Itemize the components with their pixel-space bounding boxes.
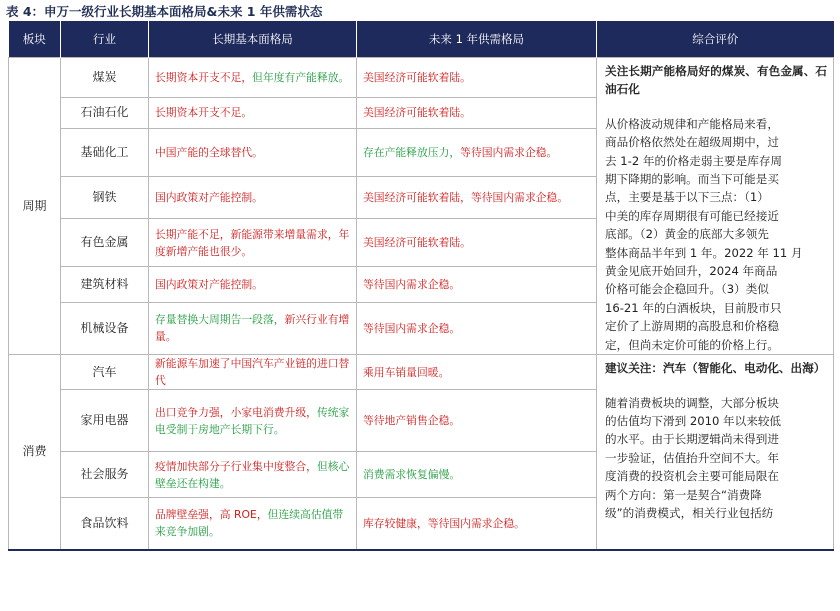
comment-consumption-title: 建议关注：汽车（智能化、电动化、出海） [605,361,826,376]
comment-line: 商品价格依然处在超级周期中，过 [605,135,779,150]
block-consumption: 消费 [9,355,61,550]
text-segment: 库存较健康，等待国内需求企稳。 [363,516,525,530]
next-year-cell [357,267,597,303]
text-segment: 国内政策对产能控制。 [155,191,263,205]
comment-line: 级”的消费模式，相关行业包括纺 [605,505,774,520]
next-year-cell [357,177,597,219]
text-segment: 新兴行业有增量。 [155,313,350,344]
industry-name: 汽车 [61,355,149,390]
comment-line: 整体商品半年到 1 年。2022 年 11 月 [605,245,803,260]
next-year-cell [357,97,597,128]
long-term-cell [149,390,357,452]
next-year-cell [357,129,597,177]
next-year-cell [357,452,597,498]
text-segment: 出口竞争力强，小家电消费升级， [155,405,317,419]
text-segment: 传统家电受制于房地产长期下行。 [155,405,350,436]
industry-name: 煤炭 [61,58,149,98]
next-year-cell [357,355,597,390]
comment-consumption-body [605,394,827,523]
text-segment: 美国经济可能软着陆。 [363,106,471,120]
text-segment: 等待国内需求企稳。 [363,277,461,291]
table-caption: 表 4：申万一级行业长期基本面格局&未来 1 年供需状态 [6,4,323,19]
table-row [9,355,834,390]
next-year-cell [357,219,597,267]
industry-name: 建筑材料 [61,267,149,303]
header-next-year: 未来 1 年供需格局 [357,21,597,58]
long-term-cell [149,58,357,98]
text-segment: 中国产能的全球替代。 [155,146,263,160]
text-segment: 品牌壁垒强，高 ROE， [155,508,268,522]
industry-table [8,21,834,551]
next-year-cell [357,58,597,98]
text-segment: 但年度有产能释放。 [252,70,350,84]
text-segment: 等待地产销售企稳。 [363,414,461,428]
text-segment: 但连续高估值带来竞争加剧。 [155,508,344,539]
industry-name: 有色金属 [61,219,149,267]
header-long-term: 长期基本面格局 [149,21,357,58]
comment-line: 黄金见底开始回升，2024 年商品 [605,264,778,279]
comment-line: 两个方向：第一是契合“消费降 [605,487,762,502]
industry-name: 钢铁 [61,177,149,219]
text-segment: 消费需求恢复偏慢。 [363,468,461,482]
comment-line: 定，但尚未定价可能的价格上行。 [605,337,779,352]
industry-name: 机械设备 [61,302,149,354]
industry-name: 基础化工 [61,129,149,177]
long-term-cell [149,452,357,498]
long-term-cell [149,355,357,390]
header-block: 板块 [9,21,61,58]
comment-line: 价格可能会企稳回升。（3）类似 [605,282,769,297]
comment-line: 点，主要是基于以下三点：（1） [605,190,769,205]
comment-line: 的估值均下滑到 2010 年以来较低 [605,413,782,428]
text-segment: 国内政策对产能控制。 [155,277,263,291]
long-term-cell [149,129,357,177]
comment-line: 从价格波动规律和产能格局来看， [605,116,779,131]
comment-line: 16-21 年的白酒板块，目前股市只 [605,300,782,315]
block-cycle: 周期 [9,58,61,355]
industry-name: 食品饮料 [61,498,149,550]
long-term-cell [149,177,357,219]
comment-line: 中美的库存周期很有可能已经接近 [605,208,779,223]
text-segment: 等待国内需求企稳。 [460,146,558,160]
comment-line: 随着消费板块的调整，大部分板块 [605,395,779,410]
long-term-cell [149,97,357,128]
comment-consumption [597,355,834,550]
long-term-cell [149,498,357,550]
text-segment: 等待国内需求企稳。 [363,321,461,335]
text-segment: 长期产能不足，新能源带来增量需求，年度新增产能也很少。 [155,227,350,258]
text-segment: 新能源车加速了中国汽车产业链的进口替代 [155,357,350,388]
text-segment: 存量替换大周期告一段落， [155,313,285,327]
industry-name: 石油石化 [61,97,149,128]
comment-line: 度消费的投资机会主要可能局限在 [605,469,779,484]
header-industry: 行业 [61,21,149,58]
text-segment: 美国经济可能软着陆，等待国内需求企稳。 [363,191,569,205]
text-segment: 美国经济可能软着陆。 [363,236,471,250]
comment-cycle [597,58,834,355]
comment-line: 去 1-2 年的价格走弱主要是库存周 [605,153,783,168]
long-term-cell [149,267,357,303]
text-segment: 美国经济可能软着陆。 [363,70,471,84]
next-year-cell [357,498,597,550]
comment-cycle-title: 关注长期产能格局好的煤炭、有色金属、石油石化 [605,64,827,97]
header-comment: 综合评价 [597,21,834,58]
comment-line: 期下降期的影响。而当下可能是买 [605,172,779,187]
industry-name: 家用电器 [61,390,149,452]
text-segment: 长期资本开支不足。 [155,106,253,120]
header-row [9,21,834,58]
next-year-cell [357,390,597,452]
comment-line: 的水平。由于长期逻辑尚未得到进 [605,432,779,447]
text-segment: 疫情加快部分子行业集中度整合， [155,459,317,473]
text-segment: 长期资本开支不足， [155,70,253,84]
text-segment: 但核心壁垒还在构建。 [155,459,350,490]
comment-cycle-body [605,115,827,354]
comment-line: 底部。（2）黄金的底部大多领先 [605,227,769,242]
comment-line: 一步验证，估值抬升空间不大。年 [605,450,779,465]
industry-name: 社会服务 [61,452,149,498]
text-segment: 存在产能释放压力， [363,146,461,160]
next-year-cell [357,302,597,354]
text-segment: 乘用车销量回暖。 [363,365,450,379]
table-row [9,58,834,98]
long-term-cell [149,219,357,267]
long-term-cell [149,302,357,354]
comment-line: 定价了上游周期的高股息和价格稳 [605,319,779,334]
